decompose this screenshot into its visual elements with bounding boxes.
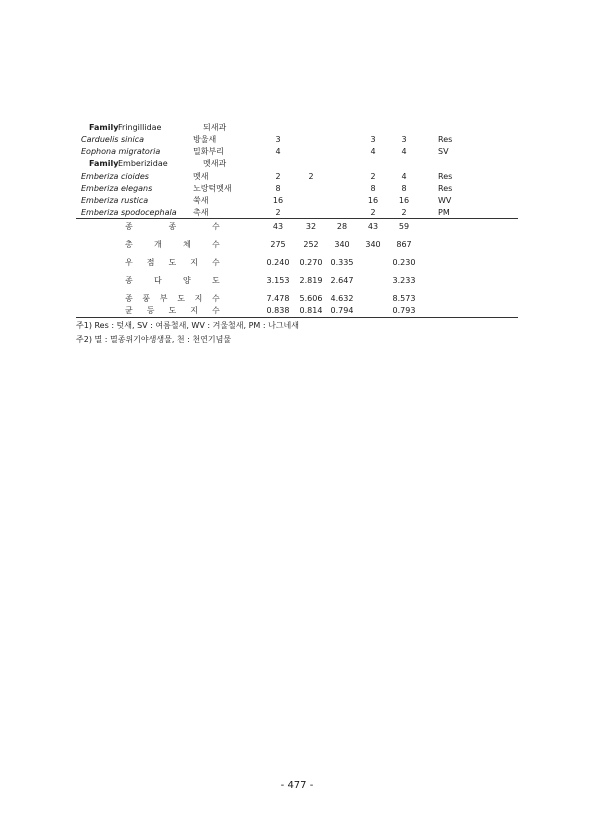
summary-label-char: 수 — [212, 240, 220, 249]
scientific-name: Emberiza spodocephala — [81, 208, 177, 217]
summary-value: 0.240 — [266, 258, 290, 267]
summary-value: 0.793 — [392, 306, 416, 315]
family-label: Family — [89, 123, 119, 132]
korean-name: 방울새 — [193, 135, 217, 144]
summary-label-char: 수 — [212, 222, 220, 231]
summary-value: 252 — [303, 240, 319, 249]
count-cell: 4 — [370, 147, 376, 156]
count-cell: 2 — [370, 172, 376, 181]
count-cell: 4 — [401, 147, 407, 156]
count-cell: 2 — [275, 208, 281, 217]
count-cell: 8 — [275, 184, 281, 193]
summary-label-char: 지 — [190, 258, 198, 267]
summary-value: 32 — [305, 222, 317, 231]
summary-label-char: 종 — [125, 276, 133, 285]
count-cell: 16 — [272, 196, 284, 205]
summary-value: 0.270 — [299, 258, 323, 267]
summary-value: 2.647 — [330, 276, 354, 285]
count-cell: 3 — [401, 135, 407, 144]
status-code: Res — [438, 172, 453, 181]
summary-label-char: 등 — [146, 306, 155, 315]
summary-label-char: 수 — [212, 258, 220, 267]
status-code: SV — [438, 147, 449, 156]
status-code: Res — [438, 184, 453, 193]
summary-value: 43 — [367, 222, 379, 231]
family-korean-name: 되새과 — [203, 123, 227, 132]
summary-label-char: 종 — [125, 222, 133, 231]
count-cell: 8 — [370, 184, 376, 193]
table-divider-bottom — [76, 317, 518, 318]
status-code: PM — [438, 208, 450, 217]
count-cell: 3 — [370, 135, 376, 144]
summary-label-char: 풍 — [142, 294, 151, 303]
scientific-name: Emberiza rustica — [81, 196, 149, 205]
summary-value: 0.335 — [330, 258, 354, 267]
count-cell: 8 — [401, 184, 407, 193]
summary-label-char: 도 — [177, 294, 185, 303]
korean-name: 촉새 — [193, 208, 209, 217]
summary-label-char: 양 — [183, 276, 191, 285]
summary-label-char: 부 — [159, 294, 168, 303]
korean-name: 밀화부리 — [193, 147, 224, 156]
count-cell: 4 — [275, 147, 281, 156]
summary-value: 0.814 — [299, 306, 323, 315]
family-korean-name: 멧새과 — [203, 159, 227, 168]
count-cell: 16 — [398, 196, 410, 205]
summary-value: 2.819 — [299, 276, 323, 285]
summary-value: 340 — [334, 240, 350, 249]
scientific-name: Carduelis sinica — [81, 135, 144, 144]
summary-label-char: 도 — [168, 258, 177, 267]
summary-value: 867 — [396, 240, 412, 249]
summary-label-char: 지 — [190, 306, 198, 315]
summary-label-char: 개 — [154, 240, 162, 249]
summary-value: 275 — [270, 240, 286, 249]
family-label: Family — [89, 159, 119, 168]
footnote-1: 주1) Res : 텃새, SV : 여름철새, WV : 겨울철새, PM : 나그네새 — [76, 321, 300, 330]
scientific-name: Emberiza elegans — [81, 184, 153, 193]
summary-label-char: 도 — [168, 306, 177, 315]
korean-name: 노랑턱멧새 — [193, 184, 232, 193]
summary-label-char: 지 — [194, 294, 203, 303]
count-cell: 4 — [401, 172, 407, 181]
summary-label-char: 우 — [125, 258, 133, 267]
korean-name: 멧새 — [193, 172, 209, 181]
summary-value: 340 — [365, 240, 381, 249]
family-name: Fringillidae — [118, 123, 162, 132]
summary-label-char: 종 — [125, 294, 133, 303]
page-number: - 477 - — [280, 780, 314, 791]
scientific-name: Eophona migratoria — [81, 147, 161, 156]
summary-label-char: 종 — [168, 222, 177, 231]
scientific-name: Emberiza cioides — [81, 172, 149, 181]
summary-value: 0.230 — [392, 258, 416, 267]
status-code: WV — [438, 196, 452, 205]
count-cell: 2 — [401, 208, 407, 217]
summary-value: 5.606 — [299, 294, 323, 303]
count-cell: 2 — [275, 172, 281, 181]
summary-label-char: 체 — [183, 240, 191, 249]
summary-label-char: 수 — [212, 306, 220, 315]
summary-label-char: 균 — [125, 306, 133, 315]
summary-value: 0.838 — [266, 306, 290, 315]
count-cell: 16 — [367, 196, 379, 205]
summary-label-char: 수 — [212, 294, 220, 303]
summary-value: 7.478 — [266, 294, 290, 303]
summary-value: 0.794 — [330, 306, 354, 315]
summary-value: 3.233 — [392, 276, 416, 285]
footnote-2: 주2) 멸 : 멸종위기야생생물, 천 : 천연기념물 — [76, 335, 232, 344]
summary-value: 3.153 — [266, 276, 290, 285]
count-cell: 2 — [370, 208, 376, 217]
summary-label-char: 도 — [212, 276, 220, 285]
family-name: Emberizidae — [118, 159, 168, 168]
summary-value: 8.573 — [392, 294, 416, 303]
summary-value: 4.632 — [330, 294, 354, 303]
status-code: Res — [438, 135, 453, 144]
korean-name: 쑥새 — [193, 196, 209, 205]
summary-value: 43 — [272, 222, 284, 231]
count-cell: 2 — [308, 172, 314, 181]
summary-value: 28 — [336, 222, 348, 231]
summary-label-char: 점 — [146, 258, 155, 267]
summary-value: 59 — [398, 222, 410, 231]
count-cell: 3 — [275, 135, 281, 144]
summary-label-char: 다 — [154, 276, 162, 285]
table-divider-top — [76, 218, 518, 219]
summary-label-char: 총 — [125, 240, 133, 249]
